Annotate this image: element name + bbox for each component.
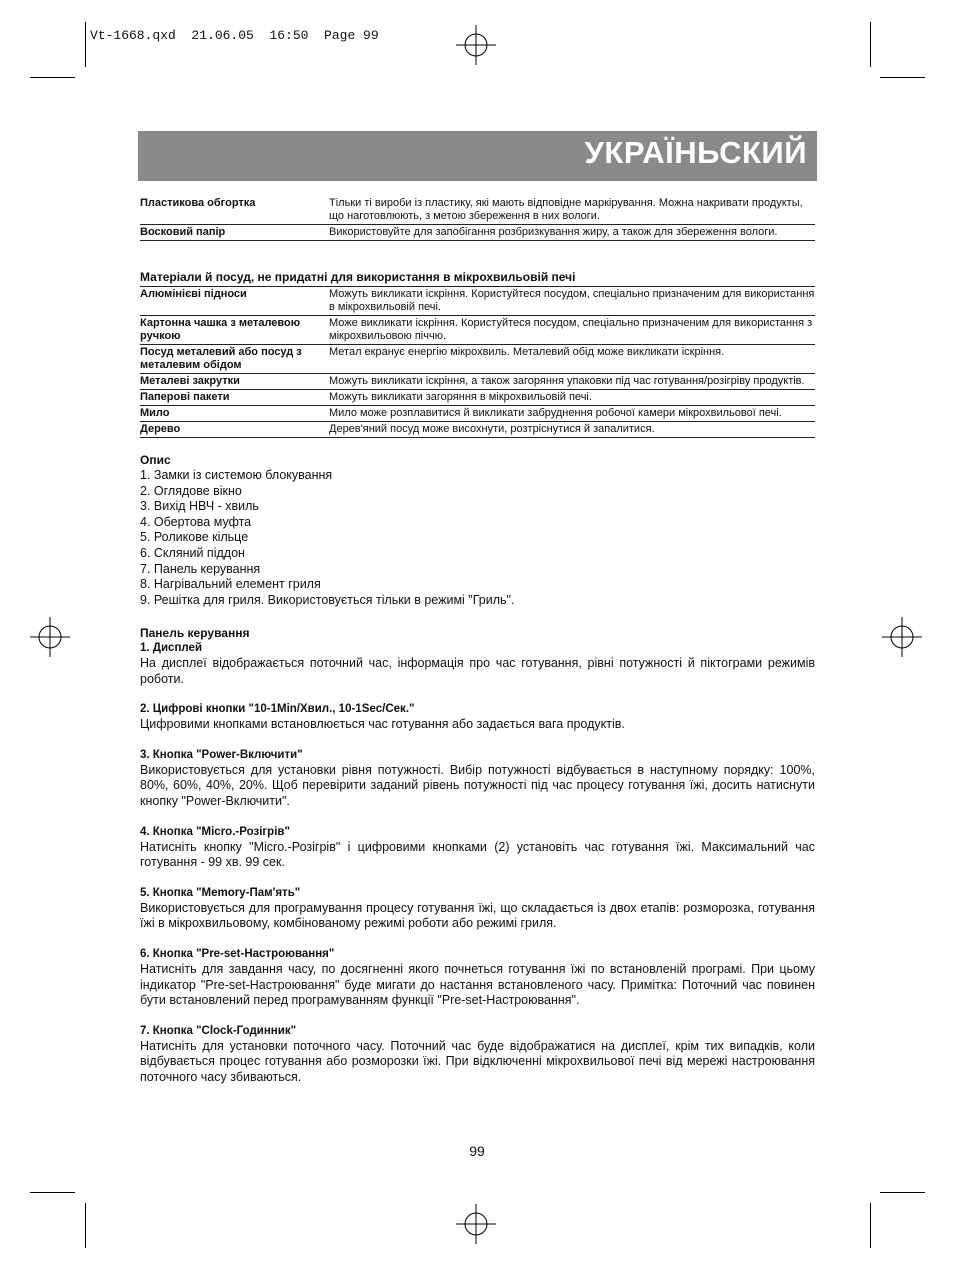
list-item: 6. Скляний піддон [140, 545, 245, 560]
crop-mark [30, 77, 75, 78]
material-desc: Можуть викликати загоряння в мікрохвильовій печі. [329, 391, 592, 403]
subsection-heading: 7. Кнопка "Clock-Годинник" [140, 1024, 297, 1037]
registration-mark-icon [456, 1204, 496, 1244]
material-desc: Може викликати іскріння. Користуйтеся посудом, спеціально призначеним для використання з мікрохвильовою піччю. [329, 317, 813, 342]
table-row [140, 390, 815, 406]
description-section [140, 452, 815, 608]
material-name: Посуд металевий або посуд з металевим обідом [140, 346, 302, 371]
subsection-text: Натисніть для установки поточного часу. Поточний час буде відображатися на дисплеї, крім тих випадків, коли відбувається процес готування або розморозки їжі. При відключенні мікрохвильової печі від мережі настроювання поточного часу збиваються. [140, 1038, 815, 1084]
table-row [140, 422, 815, 438]
section-title: Опис [140, 453, 171, 467]
material-name: Паперові пакети [140, 391, 230, 403]
crop-mark [85, 22, 86, 67]
subsection-text: Натисніть кнопку "Micro.-Розігрів" і цифровими кнопками (2) установіть час готування їжі. Максимальний час готування - 99 хв. 99 сек. [140, 839, 815, 870]
list-item: 3. Вихід НВЧ - хвиль [140, 499, 259, 514]
section-title: Панель керування [140, 626, 250, 640]
language-header [138, 131, 817, 181]
subsection-text: Цифровими кнопками встановлюється час готування або задається вага продуктів. [140, 717, 625, 732]
material-desc: Мило може розплавитися й викликати забруднення робочої камери мікрохвильової печі. [329, 407, 782, 419]
list-item: 9. Решітка для гриля. Використовується тільки в режимі "Гриль". [140, 592, 515, 607]
material-name: Пластикова обгортка [140, 197, 256, 209]
material-desc: Можуть викликати іскріння, а також загоряння упаковки під час готування/розігріву продуктів. [329, 375, 805, 387]
table-row [140, 345, 815, 374]
list-item: 1. Замки із системою блокування [140, 468, 333, 482]
subsection-heading: 1. Дисплей [140, 642, 203, 654]
subsection-heading: 6. Кнопка "Pre-set-Настроювання" [140, 947, 335, 960]
registration-mark-icon [456, 25, 496, 65]
unsuitable-table [140, 286, 815, 438]
crop-mark [30, 1192, 75, 1193]
material-name: Металеві закрутки [140, 375, 240, 387]
subsection-heading: 2. Цифрові кнопки "10-1Min/Хвил., 10-1Sec/Сек." [140, 703, 415, 716]
table-row [140, 406, 815, 422]
subsection-text: Використовується для установки рівня потужності. Вибір потужності відбувається в наступному порядку: 100%, 80%, 60%, 40%, 20%. Щоб перевірити заданий рівень потужності під час процесу готування їжі, досить натиснути кнопку "Power-Включити". [140, 762, 815, 808]
material-name: Мило [140, 407, 170, 419]
crop-mark [880, 77, 925, 78]
table-row [140, 196, 815, 225]
subsection-heading: 3. Кнопка "Power-Включити" [140, 748, 303, 761]
subsection-heading: 5. Кнопка "Memory-Пам'ять" [140, 886, 301, 899]
material-desc: Використовуйте для запобігання розбризкування жиру, а також для збереження вологи. [329, 226, 778, 238]
list-item: 4. Обертова муфта [140, 514, 252, 529]
material-desc: Тільки ті вироби із пластику, які мають відповідне маркірування. Можна накривати продукты, що наготовлюють, з метою збереження в них вологи. [329, 197, 803, 222]
table-row [140, 374, 815, 390]
material-name: Картонна чашка з металевою ручкою [140, 317, 301, 342]
material-name: Алюмінієві підноси [140, 288, 247, 300]
list-item: 7. Панель керування [140, 561, 261, 576]
control-panel-section [140, 625, 815, 1086]
table-row [140, 225, 815, 241]
crop-mark [870, 1203, 871, 1248]
material-desc: Можуть викликати іскріння. Користуйтеся посудом, спеціально призначеним для використання в мікрохвильовій печі. [329, 288, 815, 313]
file-slug: Vt-1668.qxd 21.06.05 16:50 Page 99 [90, 28, 379, 43]
material-name: Дерево [140, 423, 181, 435]
subsection-heading: 4. Кнопка "Micro.-Розігрів" [140, 825, 290, 838]
subsection-text: На дисплеї відображається поточний час, інформація про час готування, рівні потужності й піктограми режимів роботи. [140, 656, 815, 686]
crop-mark [870, 22, 871, 67]
unsuitable-materials [140, 270, 815, 438]
suitable-materials [140, 196, 815, 241]
table-row [140, 287, 815, 316]
material-desc: Дерев'яний посуд може висохнути, розтріснутися й запалитися. [329, 423, 655, 435]
registration-mark-icon [882, 617, 922, 657]
parts-list [140, 468, 815, 608]
language-title: УКРАЇНЬСКИЙ [584, 135, 807, 170]
list-item: 2. Оглядове вікно [140, 483, 242, 498]
page-number: 99 [469, 1143, 485, 1159]
subsection-text: Натисніть для завдання часу, по досягненні якого почнеться готування їжі по встановленій програмі. При цьому індикатор "Pre-set-Настроювання" буде мигати до настання встановленого часу. Примітка: Поточний час повинен бути встановлений перед програмуванням функції "Pre-set-Настроювання". [140, 961, 815, 1008]
material-name: Восковий папір [140, 226, 226, 238]
registration-mark-icon [30, 617, 70, 657]
crop-mark [880, 1192, 925, 1193]
material-desc: Метал екранує енергію мікрохвиль. Металевий обід може викликати іскріння. [329, 346, 725, 358]
list-item: 8. Нагрівальний елемент гриля [140, 577, 321, 592]
table-row [140, 316, 815, 345]
list-item: 5. Роликове кільце [140, 530, 249, 545]
subsection-text: Використовується для програмування процесу готування їжі, що складається із двох етапів: розморозка, готування їжі в мікрохвильовому, комбінованому режимі роботи або режимі гриля. [140, 900, 815, 931]
crop-mark [85, 1203, 86, 1248]
section-title: Матеріали й посуд, не придатні для використання в мікрохвильовій печі [140, 270, 576, 284]
suitable-table [140, 196, 815, 241]
